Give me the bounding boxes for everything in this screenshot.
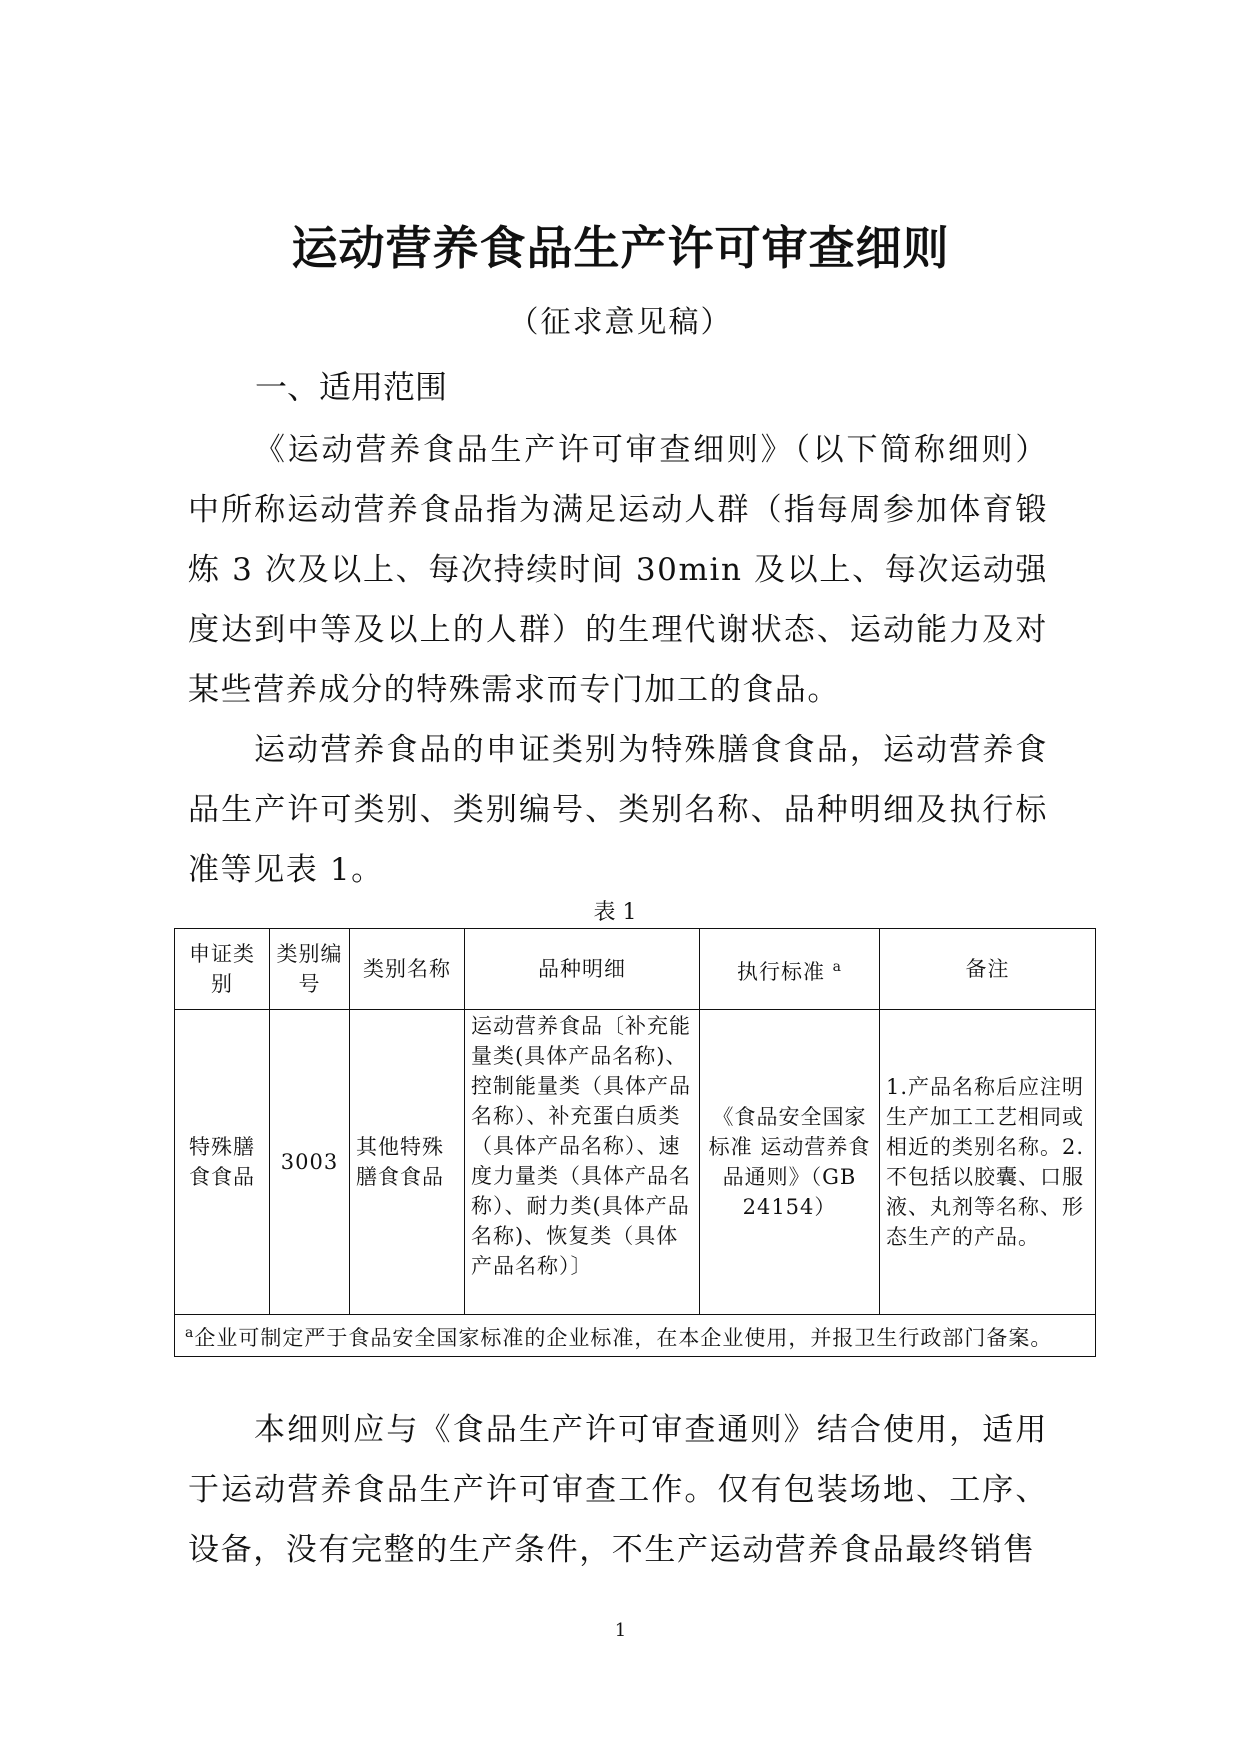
header-standard-label: 执行标准 [736,959,825,984]
cell-category: 特殊膳食食品 [175,1010,270,1315]
table-footnote-row [175,1315,1096,1357]
cell-remarks: 1.产品名称后应注明生产加工工艺相同或相近的类别名称。2.不包括以胶囊、口服液、丸剂等名称、形态生产的产品。 [880,1010,1096,1315]
footnote-text: 企业可制定严于食品安全国家标准的企业标准，在本企业使用，并报卫生行政部门备案。 [194,1326,1053,1350]
document-title: 运动营养食品生产许可审查细则 [291,221,950,275]
section-heading: 一、适用范围 [255,368,448,406]
header-remarks: 备注 [880,929,1096,1010]
cell-code: 3003 [270,1010,350,1315]
cell-name: 其他特殊膳食食品 [350,1010,465,1315]
table-footnote [175,1315,1096,1357]
header-code: 类别编号 [270,929,350,1010]
paragraph-scope-definition: 《运动营养食品生产许可审查细则》（以下简称细则）中所称运动营养食品指为满足运动人群（指每周参加体育锻炼 3 次及以上、每次持续时间 30min 及以上、每次运动强度达到中等及以上的人群）的生理代谢状态、运动能力及对某些营养成分的特殊需求而专门加工的食品。 [188,432,1048,708]
document-subtitle: （征求意见稿） [508,305,733,340]
header-standard-marker: a [832,958,843,975]
header-varieties: 品种明细 [465,929,700,1010]
page-number: 1 [614,1620,627,1641]
cell-standard: 《食品安全国家标准 运动营养食品通则》（GB 24154） [700,1010,880,1315]
paragraph-category: 运动营养食品的申证类别为特殊膳食食品，运动营养食品生产许可类别、类别编号、类别名称、品种明细及执行标准等见表 1。 [188,732,1048,888]
header-name: 类别名称 [350,929,465,1010]
table-header-row [175,929,1096,1010]
paragraph-usage: 本细则应与《食品生产许可审查通则》结合使用，适用于运动营养食品生产许可审查工作。仅有包装场地、工序、设备，没有完整的生产条件，不生产运动营养食品最终销售 [188,1412,1048,1568]
permit-category-table [174,928,1096,1357]
table-caption: 表 1 [593,900,637,925]
header-standard [700,929,880,1010]
cell-varieties: 运动营养食品〔补充能量类(具体产品名称)、控制能量类（具体产品名称）、补充蛋白质类（具体产品名称）、速度力量类（具体产品名称）、耐力类(具体产品名称)、恢复类（具体产品名称）〕 [465,1010,700,1315]
header-category: 申证类别 [175,929,270,1010]
table-row [175,1010,1096,1315]
footnote-marker: a [185,1325,195,1341]
